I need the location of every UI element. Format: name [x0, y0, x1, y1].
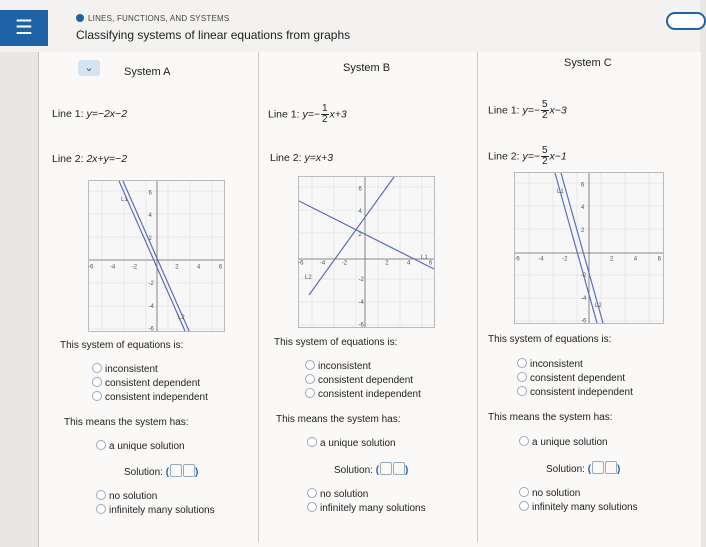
y-tick-label: 4: [358, 209, 362, 216]
option-label: consistent independent: [105, 392, 208, 403]
y-tick-label: 6: [358, 186, 362, 193]
top-bar: [0, 0, 700, 52]
x-tick-label: -6: [88, 264, 94, 271]
x-tick-label: 2: [175, 264, 179, 271]
line-label: Line 1:: [488, 104, 520, 117]
x-tick-label: -2: [562, 256, 568, 263]
line-2-label: L2: [178, 315, 185, 321]
line-1-label: L1: [121, 197, 128, 203]
system-b-question: This system of equations is:: [274, 337, 398, 348]
fraction: [321, 104, 329, 125]
system-a-option-none[interactable]: [96, 490, 157, 502]
line-1-label: L1: [421, 255, 428, 261]
system-b-option-dependent[interactable]: [305, 374, 413, 386]
line-2: [309, 177, 394, 295]
system-a-question: This system of equations is:: [60, 340, 184, 351]
option-label: a unique solution: [320, 438, 396, 449]
line-label: Line 1:: [268, 108, 300, 121]
line-equation-suffix: x−3: [549, 104, 567, 117]
system-b-means: This means the system has:: [276, 414, 401, 425]
option-label: no solution: [320, 489, 369, 500]
radio-icon[interactable]: [96, 440, 106, 450]
page-title: Classifying systems of linear equations from graphs: [76, 28, 351, 42]
fraction-numerator: 5: [541, 99, 548, 110]
line-1-label: L1: [557, 189, 564, 195]
line-label: Line 2:: [52, 153, 84, 165]
option-label: infinitely many solutions: [532, 502, 638, 513]
option-label: infinitely many solutions: [320, 503, 426, 514]
radio-icon[interactable]: [517, 358, 527, 368]
radio-icon[interactable]: [92, 377, 102, 387]
option-label: no solution: [532, 488, 581, 499]
breadcrumb-text: LINES, FUNCTIONS, AND SYSTEMS: [88, 14, 230, 23]
radio-icon[interactable]: [307, 502, 317, 512]
system-a-option-infinite[interactable]: [96, 504, 215, 516]
x-tick-label: 4: [633, 256, 638, 263]
x-tick-label: 2: [609, 256, 614, 263]
system-c-title: System C: [564, 57, 612, 69]
option-label: consistent independent: [530, 387, 633, 398]
option-label: a unique solution: [109, 441, 185, 452]
solution-x-input[interactable]: [592, 461, 604, 474]
line-equation-prefix: y=−: [302, 108, 320, 121]
option-label: no solution: [109, 491, 158, 502]
y-tick-label: -2: [581, 273, 587, 280]
radio-icon[interactable]: [305, 388, 315, 398]
x-tick-label: -4: [109, 264, 116, 271]
y-tick-label: -6: [358, 322, 364, 329]
x-tick-label: 6: [657, 256, 661, 263]
fraction-denominator: 2: [541, 156, 548, 167]
line-2-label: L2: [305, 275, 312, 281]
line-equation-prefix: y=−: [522, 104, 540, 117]
system-c-question: This system of equations is:: [488, 334, 612, 345]
system-c-solution: Solution: ( ): [546, 461, 620, 475]
line-equation-suffix: x−1: [549, 150, 567, 163]
option-label: consistent dependent: [530, 373, 626, 384]
x-tick-label: 6: [218, 264, 223, 271]
system-a-line2: [52, 153, 127, 165]
x-tick-label: -4: [538, 256, 544, 263]
system-c-line2: [488, 146, 567, 167]
system-c-line1: [488, 100, 567, 121]
fraction-numerator: 1: [321, 103, 328, 114]
y-tick-label: -6: [148, 326, 154, 333]
solution-x-input[interactable]: [170, 464, 182, 477]
radio-icon[interactable]: [305, 360, 315, 370]
solution-label: Solution:: [546, 464, 585, 475]
system-c-option-inconsistent[interactable]: [517, 358, 583, 370]
system-a-graph: [88, 180, 225, 332]
toggle-switch[interactable]: [666, 12, 706, 30]
line-equation: 2x+y=−2: [86, 153, 128, 165]
solution-label: Solution:: [124, 467, 163, 478]
system-a-option-unique[interactable]: [96, 440, 185, 452]
option-label: consistent dependent: [105, 378, 201, 389]
radio-icon[interactable]: [517, 386, 527, 396]
radio-icon[interactable]: [517, 372, 527, 382]
option-label: inconsistent: [530, 359, 583, 370]
x-tick-label: 4: [197, 264, 201, 271]
system-a-solution: Solution: ( ): [124, 464, 198, 478]
y-tick-label: 4: [148, 213, 152, 220]
graph-svg: [515, 173, 663, 323]
x-tick-label: 6: [428, 260, 433, 267]
line-2-label: L2: [595, 303, 602, 309]
fraction: [541, 100, 549, 121]
fraction: [541, 146, 549, 167]
fraction-denominator: 2: [541, 110, 548, 121]
solution-y-input[interactable]: [605, 461, 617, 474]
line-equation: y=−2x−2: [86, 108, 128, 120]
x-tick-label: 2: [385, 260, 389, 267]
system-b-line1: [268, 104, 347, 125]
line-equation-prefix: y=−: [522, 150, 540, 163]
menu-icon[interactable]: ☰: [0, 10, 48, 46]
x-tick-label: -6: [298, 260, 304, 267]
radio-icon[interactable]: [92, 391, 102, 401]
y-tick-label: 4: [581, 205, 585, 212]
radio-icon[interactable]: [519, 436, 529, 446]
option-label: consistent independent: [318, 389, 421, 400]
radio-icon[interactable]: [305, 374, 315, 384]
y-tick-label: 6: [148, 190, 152, 197]
y-tick-label: 2: [581, 227, 585, 234]
breadcrumb: [76, 14, 229, 23]
system-c-option-unique[interactable]: [519, 436, 608, 448]
radio-icon[interactable]: [307, 437, 317, 447]
system-a-title: System A: [124, 66, 171, 78]
system-a-means: This means the system has:: [64, 417, 189, 428]
fraction-denominator: 2: [321, 114, 328, 125]
y-tick-label: 2: [148, 235, 152, 242]
system-a-option-independent[interactable]: [92, 391, 208, 403]
system-b-option-unique[interactable]: [307, 437, 396, 449]
y-tick-label: -2: [148, 281, 154, 288]
system-a-option-inconsistent[interactable]: [92, 363, 158, 375]
system-c-graph: [514, 172, 664, 324]
system-a-line1: [52, 108, 127, 120]
option-label: infinitely many solutions: [109, 505, 215, 516]
solution-label: Solution:: [334, 465, 373, 476]
column-divider-1: [258, 52, 259, 542]
line-equation: y=x+3: [304, 152, 334, 164]
chevron-down-icon[interactable]: ⌄: [78, 60, 100, 76]
system-c-option-independent[interactable]: [517, 386, 633, 398]
line-label: Line 2:: [488, 150, 520, 163]
y-tick-label: -6: [581, 318, 587, 325]
system-b-title: System B: [343, 62, 391, 74]
option-label: inconsistent: [318, 361, 371, 372]
topic-dot-icon: [76, 14, 84, 22]
line-equation-suffix: x+3: [329, 108, 347, 121]
line-label: Line 2:: [270, 152, 302, 164]
system-a-option-dependent[interactable]: [92, 377, 200, 389]
line-2: [123, 181, 189, 331]
system-b-option-independent[interactable]: [305, 388, 421, 400]
y-tick-label: -4: [581, 295, 587, 302]
system-b-graph: [298, 176, 435, 328]
fraction-numerator: 5: [541, 145, 548, 156]
graph-svg: [299, 177, 434, 327]
radio-icon[interactable]: [307, 488, 317, 498]
solution-y-input[interactable]: [183, 464, 195, 477]
x-tick-label: -4: [319, 260, 326, 267]
option-label: inconsistent: [105, 364, 158, 375]
y-tick-label: -2: [358, 277, 364, 284]
y-tick-label: 6: [581, 182, 585, 189]
radio-icon[interactable]: [96, 504, 106, 514]
y-tick-label: -4: [358, 299, 364, 306]
line-label: Line 1:: [52, 108, 84, 120]
x-tick-label: -2: [131, 264, 138, 271]
system-c-option-dependent[interactable]: [517, 372, 625, 384]
system-b-solution: Solution: ( ): [334, 462, 408, 476]
x-tick-label: -2: [341, 260, 348, 267]
radio-icon[interactable]: [92, 363, 102, 373]
option-label: a unique solution: [532, 437, 608, 448]
system-c-means: This means the system has:: [488, 412, 613, 423]
system-b-option-inconsistent[interactable]: [305, 360, 371, 372]
y-tick-label: -4: [148, 303, 154, 310]
solution-x-input[interactable]: [380, 462, 392, 475]
line-1: [555, 173, 597, 323]
system-b-option-infinite[interactable]: [307, 502, 426, 514]
y-tick-label: 2: [358, 231, 362, 238]
option-label: consistent dependent: [318, 375, 414, 386]
column-divider-2: [477, 52, 478, 542]
solution-y-input[interactable]: [393, 462, 405, 475]
grid: [299, 177, 434, 327]
system-b-option-none[interactable]: [307, 488, 368, 500]
system-c-option-infinite[interactable]: [519, 501, 638, 513]
system-c-option-none[interactable]: [519, 487, 580, 499]
x-tick-label: 4: [407, 260, 411, 267]
system-b-line2: [270, 152, 333, 164]
graph-svg: [89, 181, 224, 331]
radio-icon[interactable]: [96, 490, 106, 500]
x-tick-label: -6: [514, 256, 520, 263]
radio-icon[interactable]: [519, 487, 529, 497]
radio-icon[interactable]: [519, 501, 529, 511]
